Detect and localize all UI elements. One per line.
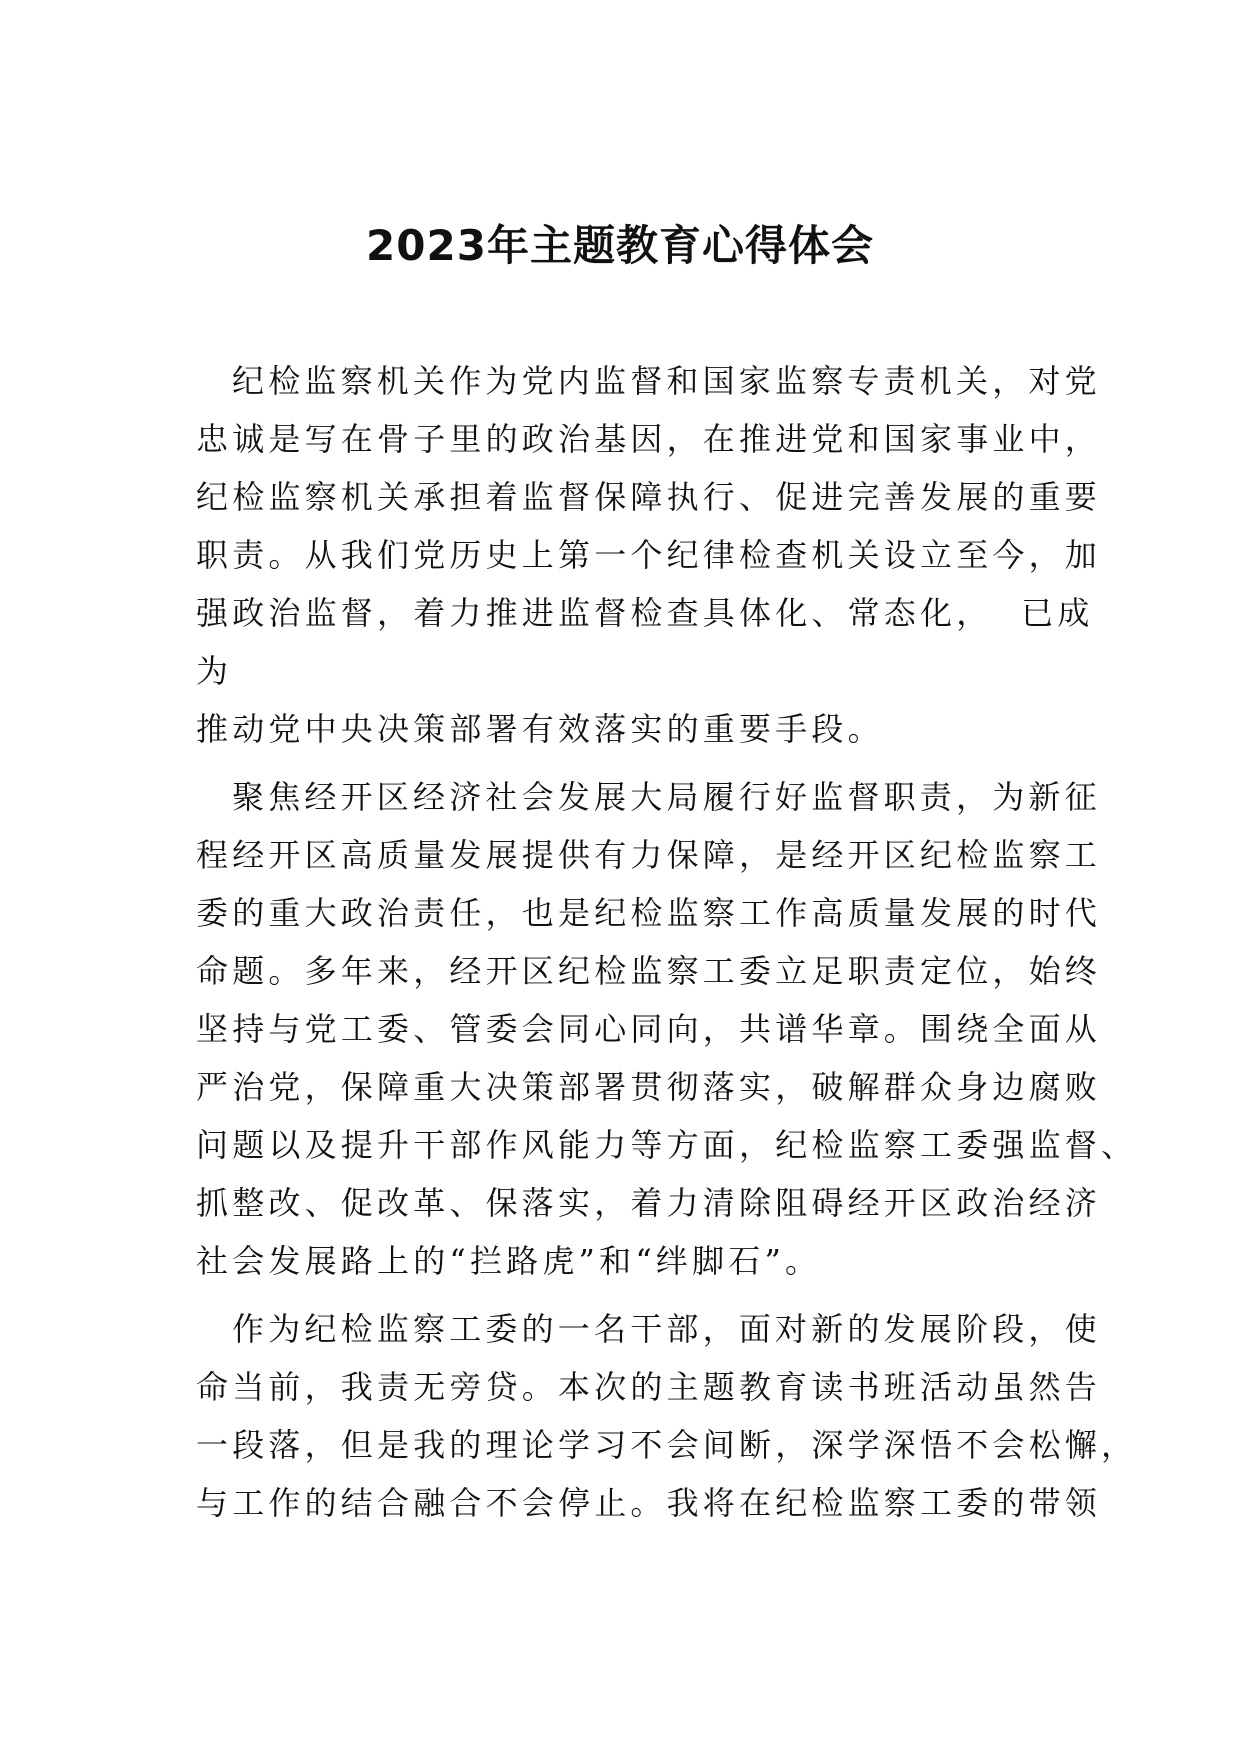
paragraph-3: [196, 1300, 1138, 1532]
paragraph-1: [196, 352, 1102, 758]
text-line: 一段落，但是我的理论学习不会间断，深学深悟不会松懈，: [196, 1426, 1138, 1464]
text-line: 坚持与党工委、管委会同心同向，共谱华章。围绕全面从: [196, 1010, 1102, 1048]
text-line: 命当前，我责无旁贷。本次的主题教育读书班活动虽然告: [196, 1368, 1102, 1406]
text-line: 与工作的结合融合不会停止。我将在纪检监察工委的带领: [196, 1484, 1102, 1522]
paragraph-2: [196, 768, 1138, 1290]
document-body: [196, 352, 1138, 1542]
text-line: 忠诚是写在骨子里的政治基因，在推进党和国家事业中，: [196, 420, 1102, 458]
text-line: 纪检监察机关作为党内监督和国家监察专责机关，对党: [232, 362, 1101, 400]
text-line: 推动党中央决策部署有效落实的重要手段。: [196, 710, 884, 748]
text-line: 社会发展路上的“拦路虎”和“绊脚石”。: [196, 1242, 822, 1280]
text-line: 抓整改、促改革、保落实，着力清除阻碍经开区政治经济: [196, 1184, 1102, 1222]
text-line: 纪检监察机关承担着监督保障执行、促进完善发展的重要: [196, 478, 1102, 516]
text-line: 程经开区高质量发展提供有力保障，是经开区纪检监察工: [196, 836, 1102, 874]
text-line: 问题以及提升干部作风能力等方面，纪检监察工委强监督、: [196, 1126, 1138, 1164]
text-line: 为: [196, 652, 233, 690]
text-line: 强政治监督，着力推进监督检查具体化、常态化， 已成: [196, 594, 1094, 632]
text-line: 命题。多年来，经开区纪检监察工委立足职责定位，始终: [196, 952, 1102, 990]
text-line: 职责。从我们党历史上第一个纪律检查机关设立至今，加: [196, 536, 1102, 574]
text-line: 严治党，保障重大决策部署贯彻落实，破解群众身边腐败: [196, 1068, 1102, 1106]
text-line: 作为纪检监察工委的一名干部，面对新的发展阶段，使: [232, 1310, 1101, 1348]
document-title: 2023年主题教育心得体会: [366, 221, 874, 270]
text-line: 委的重大政治责任，也是纪检监察工作高质量发展的时代: [196, 894, 1102, 932]
text-line: 聚焦经开区经济社会发展大局履行好监督职责，为新征: [232, 778, 1101, 816]
